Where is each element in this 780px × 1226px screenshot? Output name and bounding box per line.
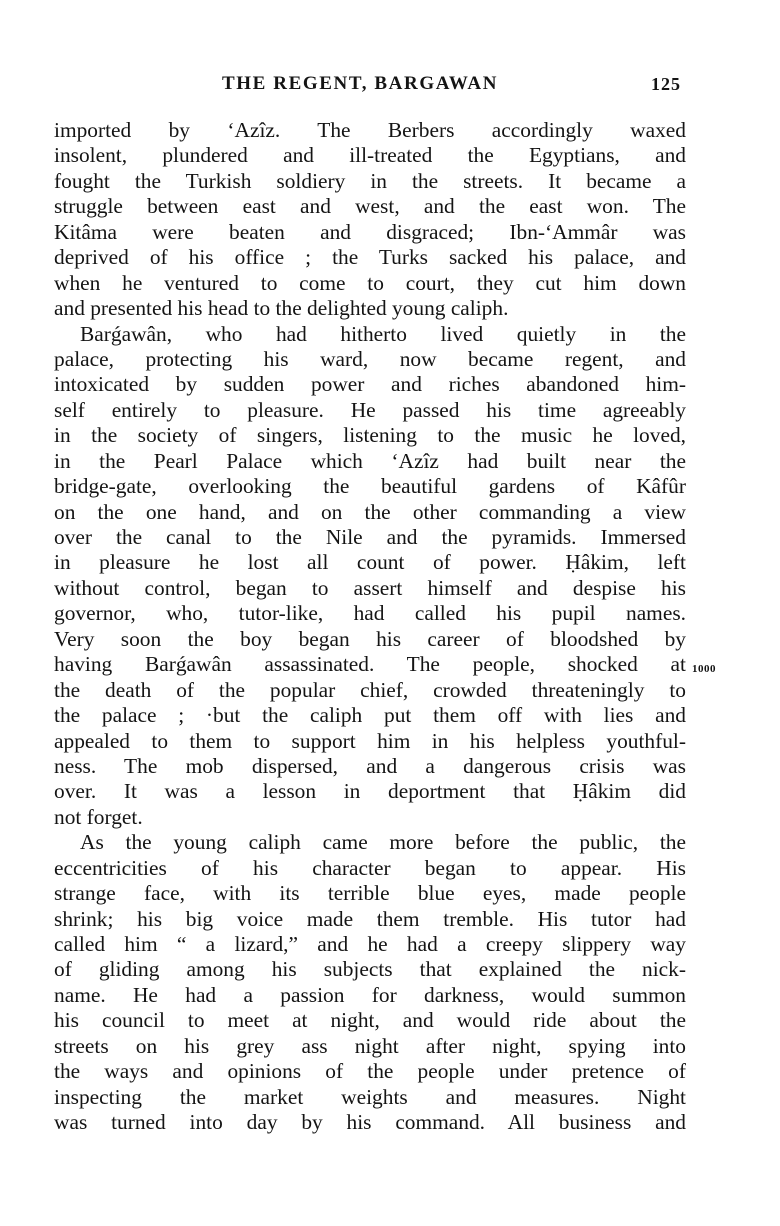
text-line: called him “ a lizard,” and he had a creepy slippery way	[54, 932, 686, 956]
text-line: struggle between east and west, and the east won. The	[54, 194, 686, 219]
text-line: As the young caliph came more before the public, the	[80, 830, 686, 855]
text-line: on the one hand, and on the other commanding a view	[54, 499, 686, 524]
text-line: the ways and opinions of the people under pretence of	[54, 1059, 686, 1084]
text-line: Kitâma were beaten and disgraced; Ibn-‘Ammâr was	[54, 219, 686, 244]
text-line: bridge-gate, overlooking the beautiful gardens of Kâfûr	[54, 474, 686, 499]
page-header	[0, 73, 780, 103]
text-line: when he ventured to come to court, they cut him down	[54, 270, 686, 295]
text-line: intoxicated by sudden power and riches abandoned him-	[54, 372, 686, 397]
text-line: without control, began to assert himself and despise his	[54, 575, 686, 600]
text-line: in pleasure he lost all count of power. Ḥâkim, left	[54, 550, 686, 575]
text-line: inspecting the market weights and measures. Night	[54, 1084, 686, 1109]
text-line: imported by ‘Azîz. The Berbers accordingly waxed	[54, 118, 686, 142]
text-line: having Barǵawân assassinated. The people, shocked at	[54, 652, 686, 677]
text-line: over the canal to the Nile and the pyramids. Immersed	[54, 525, 686, 549]
margin-date-note: 1000	[692, 663, 716, 675]
text-line: the palace ; ·but the caliph put them off with lies and	[54, 703, 686, 728]
text-line: Very soon the boy began his career of bloodshed by	[54, 626, 686, 651]
text-line: self entirely to pleasure. He passed his time agreeably	[54, 397, 686, 422]
text-line: the death of the popular chief, crowded threateningly to	[54, 677, 686, 702]
text-line: strange face, with its terrible blue eyes, made people	[54, 881, 686, 906]
text-line: governor, who, tutor-like, had called his pupil names.	[54, 601, 686, 626]
text-line: in the society of singers, listening to the music he loved,	[54, 423, 686, 448]
text-line: fought the Turkish soldiery in the streets. It became a	[54, 168, 686, 193]
text-line: over. It was a lesson in deportment that Ḥâkim did	[54, 779, 686, 804]
text-line: eccentricities of his character began to appear. His	[54, 855, 686, 880]
text-line: and presented his head to the delighted young caliph.	[54, 296, 509, 321]
text-line: streets on his grey ass night after night, spying into	[54, 1033, 686, 1058]
text-line: palace, protecting his ward, now became regent, and	[54, 346, 686, 371]
body-text	[54, 118, 686, 1136]
text-line: appealed to them to support him in his helpless youthful-	[54, 728, 686, 753]
text-line: name. He had a passion for darkness, would summon	[54, 982, 686, 1007]
page-number: 125	[651, 74, 681, 94]
text-line: Barǵawân, who had hitherto lived quietly in the	[80, 321, 686, 346]
text-line: of gliding among his subjects that explained the nick-	[54, 957, 686, 982]
text-line: shrink; his big voice made them tremble. His tutor had	[54, 906, 686, 931]
text-line: in the Pearl Palace which ‘Azîz had built near the	[54, 448, 686, 473]
text-line: insolent, plundered and ill-treated the Egyptians, and	[54, 143, 686, 168]
text-line: his council to meet at night, and would ride about the	[54, 1008, 686, 1033]
text-line: was turned into day by his command. All business and	[54, 1110, 686, 1135]
text-line: deprived of his office ; the Turks sacked his palace, and	[54, 245, 686, 270]
running-head: THE REGENT, BARGAWAN	[222, 73, 499, 94]
text-line: ness. The mob dispersed, and a dangerous crisis was	[54, 753, 686, 778]
text-line: not forget.	[54, 804, 143, 829]
